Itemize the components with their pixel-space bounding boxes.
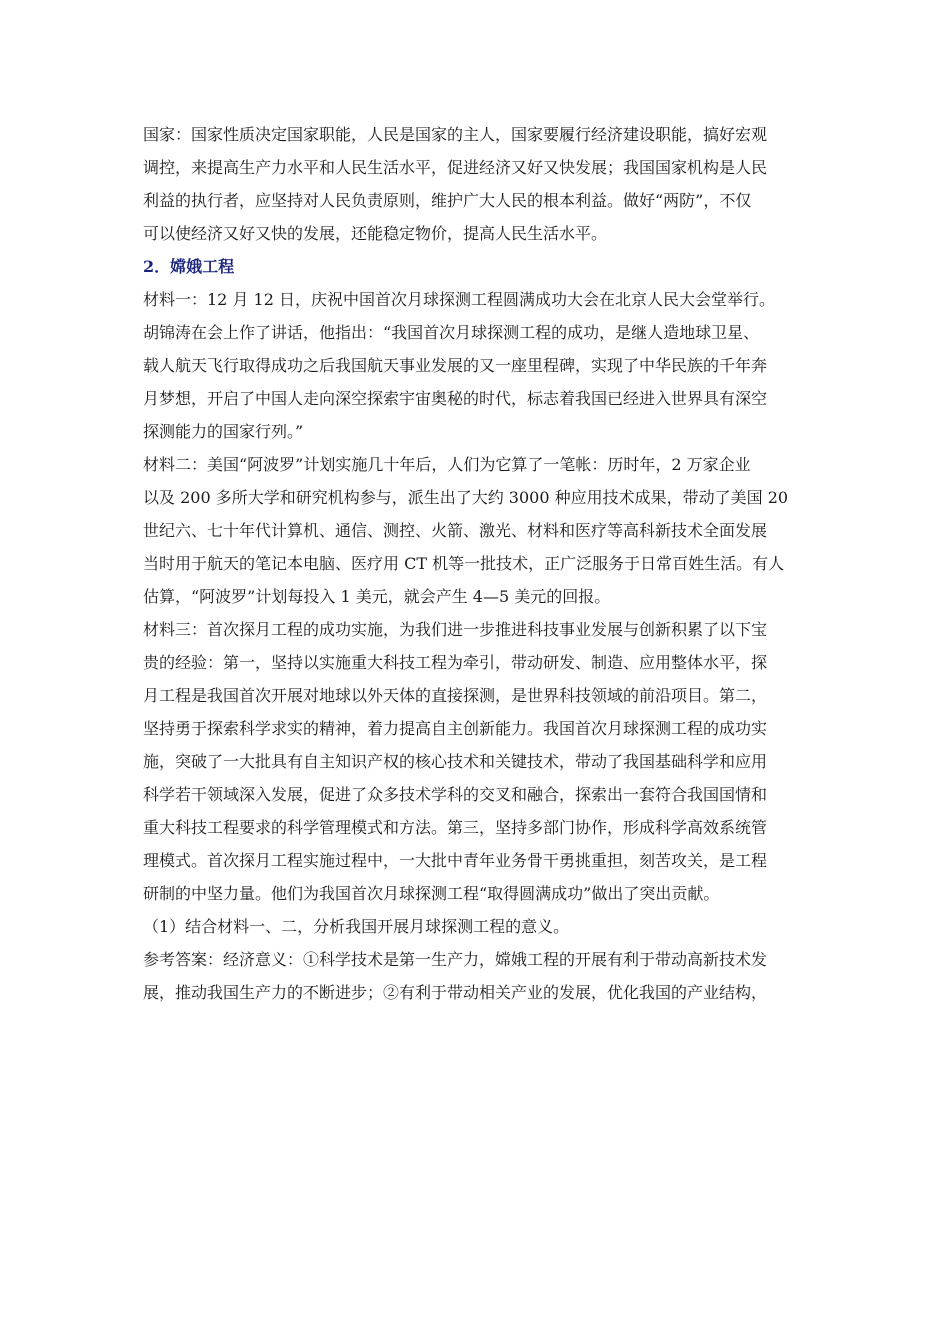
answer-line: 参考答案：经济意义：①科学技术是第一生产力，嫦娥工程的开展有利于带动高新技术发	[143, 950, 768, 969]
answer-line: 展，推动我国生产力的不断进步；②有利于带动相关产业的发展，优化我国的产业结构，	[143, 983, 768, 1002]
document-body	[143, 118, 807, 1009]
text-line: 国家：国家性质决定国家职能，人民是国家的主人，国家要履行经济建设职能，搞好宏观	[143, 125, 768, 144]
text-line: 科学若干领域深入发展，促进了众多技术学科的交叉和融合，探索出一套符合我国国情和	[143, 785, 768, 804]
section-heading: 2．嫦娥工程	[143, 257, 235, 276]
text-line: 月工程是我国首次开展对地球以外天体的直接探测，是世界科技领域的前沿项目。第二，	[143, 686, 768, 705]
text-line: 贵的经验：第一，坚持以实施重大科技工程为牵引，带动研发、制造、应用整体水平，探	[143, 653, 768, 672]
text-line: 世纪六、七十年代计算机、通信、测控、火箭、激光、材料和医疗等高科新技术全面发展	[143, 521, 768, 540]
text-line: 当时用于航天的笔记本电脑、医疗用 CT 机等一批技术，正广泛服务于日常百姓生活。有人	[143, 554, 785, 573]
text-line: 理模式。首次探月工程实施过程中，一大批中青年业务骨干勇挑重担，刻苦攻关，是工程	[143, 851, 768, 870]
text-line: 材料一：12 月 12 日，庆祝中国首次月球探测工程圆满成功大会在北京人民大会堂举行。	[143, 290, 775, 309]
text-line: 载人航天飞行取得成功之后我国航天事业发展的又一座里程碑，实现了中华民族的千年奔	[143, 356, 768, 375]
text-line: 可以使经济又好又快的发展，还能稳定物价，提高人民生活水平。	[143, 224, 608, 243]
text-line: 施，突破了一大批具有自主知识产权的核心技术和关键技术，带动了我国基础科学和应用	[143, 752, 768, 771]
text-line: 调控，来提高生产力水平和人民生活水平，促进经济又好又快发展；我国国家机构是人民	[143, 158, 768, 177]
text-line: 材料二：美国“阿波罗”计划实施几十年后，人们为它算了一笔帐：历时年，2 万家企业	[143, 455, 751, 474]
text-line: 坚持勇于探索科学求实的精神，着力提高自主创新能力。我国首次月球探测工程的成功实	[143, 719, 768, 738]
text-line: 材料三：首次探月工程的成功实施，为我们进一步推进科技事业发展与创新积累了以下宝	[143, 620, 768, 639]
text-line: 探测能力的国家行列。”	[143, 422, 304, 441]
question-line: （1）结合材料一、二，分析我国开展月球探测工程的意义。	[143, 917, 570, 936]
text-line: 胡锦涛在会上作了讲话，他指出：“我国首次月球探测工程的成功，是继人造地球卫星、	[143, 323, 760, 342]
text-line: 月梦想，开启了中国人走向深空探索宇宙奥秘的时代，标志着我国已经进入世界具有深空	[143, 389, 768, 408]
text-line: 研制的中坚力量。他们为我国首次月球探测工程“取得圆满成功”做出了突出贡献。	[143, 884, 720, 903]
text-line: 估算，“阿波罗”计划每投入 1 美元，就会产生 4—5 美元的回报。	[143, 587, 611, 606]
text-line: 以及 200 多所大学和研究机构参与，派生出了大约 3000 种应用技术成果，带动了美国 20	[143, 488, 789, 507]
text-line: 重大科技工程要求的科学管理模式和方法。第三，坚持多部门协作，形成科学高效系统管	[143, 818, 768, 837]
text-line: 利益的执行者，应坚持对人民负责原则，维护广大人民的根本利益。做好“两防”，不仅	[143, 191, 752, 210]
